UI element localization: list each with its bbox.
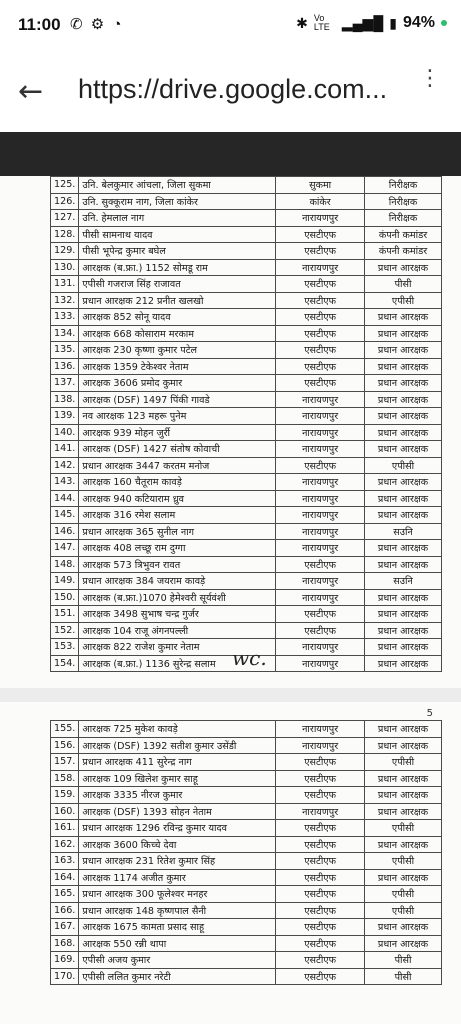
place-cell: नारायणपुर <box>276 573 365 590</box>
rank-cell: एपीसी <box>365 820 442 837</box>
rank-cell: एपीसी <box>365 853 442 870</box>
table-row <box>51 210 442 227</box>
place-cell: एसटीएफ <box>276 770 365 787</box>
serial-cell: 140. <box>51 424 79 441</box>
serial-cell: 126. <box>51 193 79 210</box>
place-cell: नारायणपुर <box>276 210 365 227</box>
rank-cell: प्रधान आरक्षक <box>365 935 442 952</box>
place-cell: एसटीएफ <box>276 622 365 639</box>
place-cell: एसटीएफ <box>276 606 365 623</box>
rank-cell: एपीसी <box>365 457 442 474</box>
place-cell: नारायणपुर <box>276 391 365 408</box>
rank-cell: प्रधान आरक्षक <box>365 309 442 326</box>
name-cell: प्रधान आरक्षक 231 रितेश कुमार सिंह <box>79 853 276 870</box>
table-row <box>51 803 442 820</box>
table-row <box>51 754 442 771</box>
place-cell: एसटीएफ <box>276 820 365 837</box>
battery-level: 94% <box>402 14 435 31</box>
name-cell: आरक्षक 3335 नीरज कुमार <box>79 787 276 804</box>
status-time: 11:00 <box>18 15 61 34</box>
table-row <box>51 276 442 293</box>
serial-cell: 150. <box>51 589 79 606</box>
rank-cell: प्रधान आरक्षक <box>365 721 442 738</box>
settings-icon: ⚙ <box>90 16 107 33</box>
serial-cell: 148. <box>51 556 79 573</box>
place-cell: एसटीएफ <box>276 836 365 853</box>
table-row <box>51 441 442 458</box>
name-cell: आरक्षक 408 लच्छू राम दुग्गा <box>79 540 276 557</box>
serial-cell: 165. <box>51 886 79 903</box>
notification-icons <box>70 15 123 33</box>
place-cell: एसटीएफ <box>276 952 365 969</box>
place-cell: एसटीएफ <box>276 325 365 342</box>
name-cell: आरक्षक (DSF) 1392 सतीश कुमार उसेंडी <box>79 737 276 754</box>
url-text[interactable]: https://drive.google.com... <box>78 74 388 104</box>
name-cell: उनि. बेलकुमार आंचला, जिला सुकमा <box>79 177 276 194</box>
serial-cell: 149. <box>51 573 79 590</box>
battery-icon: ▮ <box>389 14 397 31</box>
place-cell: एसटीएफ <box>276 886 365 903</box>
table-row <box>51 919 442 936</box>
table-row <box>51 259 442 276</box>
serial-cell: 134. <box>51 325 79 342</box>
serial-cell: 167. <box>51 919 79 936</box>
place-cell: एसटीएफ <box>276 556 365 573</box>
name-cell: आरक्षक 109 खिलेश कुमार साहू <box>79 770 276 787</box>
document-page <box>0 176 461 688</box>
place-cell: एसटीएफ <box>276 358 365 375</box>
page-number: 5 <box>426 708 433 719</box>
document-page <box>0 702 461 1024</box>
serial-cell: 166. <box>51 902 79 919</box>
name-cell: आरक्षक 1675 कामता प्रसाद साहू <box>79 919 276 936</box>
place-cell: कांकेर <box>276 193 365 210</box>
serial-cell: 159. <box>51 787 79 804</box>
name-cell: उनि. हेमलाल नाग <box>79 210 276 227</box>
place-cell: एसटीएफ <box>276 226 365 243</box>
name-cell: एपीसी गजराज सिंह राजावत <box>79 276 276 293</box>
name-cell: आरक्षक 550 रन्नी थापा <box>79 935 276 952</box>
place-cell: नारायणपुर <box>276 589 365 606</box>
rank-cell: पीसी <box>365 952 442 969</box>
rank-cell: निरीक्षक <box>365 210 442 227</box>
volte-icon: Vo LTE <box>313 13 330 32</box>
table-row <box>51 243 442 260</box>
place-cell: एसटीएफ <box>276 309 365 326</box>
place-cell: एसटीएफ <box>276 869 365 886</box>
name-cell: आरक्षक 3600 किच्चे देवा <box>79 836 276 853</box>
name-cell: आरक्षक 573 त्रिभुवन रावत <box>79 556 276 573</box>
name-cell: आरक्षक (ब.फ्रा.) 1152 सोमडू राम <box>79 259 276 276</box>
table-row <box>51 968 442 985</box>
serial-cell: 168. <box>51 935 79 952</box>
rank-cell: प्रधान आरक्षक <box>365 424 442 441</box>
name-cell: आरक्षक (ब.फ्रा.)1070 हेमेश्वरी सूर्यवंशी <box>79 589 276 606</box>
pdf-viewer-header <box>0 132 461 176</box>
rank-cell: एपीसी <box>365 902 442 919</box>
rank-cell: सउनि <box>365 523 442 540</box>
rank-cell: प्रधान आरक्षक <box>365 507 442 524</box>
name-cell: प्रधान आरक्षक 384 जयराम कावड़े <box>79 573 276 590</box>
rank-cell: प्रधान आरक्षक <box>365 325 442 342</box>
name-cell: आरक्षक 1359 टेकेश्वर नेताम <box>79 358 276 375</box>
place-cell: एसटीएफ <box>276 853 365 870</box>
rank-cell: एपीसी <box>365 754 442 771</box>
name-cell: आरक्षक 668 कोसाराम मरकाम <box>79 325 276 342</box>
name-cell: उनि. सुक्कूराम नाग, जिला कांकेर <box>79 193 276 210</box>
rank-cell: प्रधान आरक्षक <box>365 408 442 425</box>
rank-cell: प्रधान आरक्षक <box>365 787 442 804</box>
serial-cell: 164. <box>51 869 79 886</box>
table-row <box>51 622 442 639</box>
serial-cell: 146. <box>51 523 79 540</box>
table-row <box>51 820 442 837</box>
place-cell: नारायणपुर <box>276 523 365 540</box>
table-row <box>51 490 442 507</box>
serial-cell: 161. <box>51 820 79 837</box>
serial-cell: 143. <box>51 474 79 491</box>
serial-cell: 129. <box>51 243 79 260</box>
status-right <box>296 14 447 32</box>
rank-cell: प्रधान आरक्षक <box>365 622 442 639</box>
serial-cell: 135. <box>51 342 79 359</box>
table-row <box>51 292 442 309</box>
name-cell: प्रधान आरक्षक 3447 करतम मनोज <box>79 457 276 474</box>
rank-cell: प्रधान आरक्षक <box>365 639 442 656</box>
serial-cell: 151. <box>51 606 79 623</box>
table-row <box>51 408 442 425</box>
place-cell: नारायणपुर <box>276 490 365 507</box>
name-cell: प्रधान आरक्षक 300 फूलेश्वर मनहर <box>79 886 276 903</box>
place-cell: नारायणपुर <box>276 655 365 672</box>
place-cell: एसटीएफ <box>276 457 365 474</box>
table-row <box>51 540 442 557</box>
serial-cell: 139. <box>51 408 79 425</box>
serial-cell: 144. <box>51 490 79 507</box>
rank-cell: प्रधान आरक्षक <box>365 803 442 820</box>
serial-cell: 170. <box>51 968 79 985</box>
4g-signal-icon: ▂▄▆█ <box>341 14 384 31</box>
serial-cell: 156. <box>51 737 79 754</box>
serial-cell: 130. <box>51 259 79 276</box>
table-row <box>51 474 442 491</box>
table-row <box>51 177 442 194</box>
signature: wc. <box>232 646 267 670</box>
name-cell: आरक्षक (DSF) 1427 संतोष कोवाची <box>79 441 276 458</box>
rank-cell: प्रधान आरक्षक <box>365 919 442 936</box>
table-row <box>51 556 442 573</box>
table-row <box>51 523 442 540</box>
missed-call-icon: ✆ <box>70 16 85 33</box>
table-row <box>51 770 442 787</box>
name-cell: आरक्षक 230 कृष्णा कुमार पटेल <box>79 342 276 359</box>
table-row <box>51 737 442 754</box>
name-cell: आरक्षक 316 रमेश सलाम <box>79 507 276 524</box>
messenger-icon: ◔ <box>112 16 124 33</box>
document-table <box>50 176 442 672</box>
table-row <box>51 721 442 738</box>
name-cell: आरक्षक 940 कटियाराम ध्रुव <box>79 490 276 507</box>
name-cell: आरक्षक (DSF) 1497 पिंकी गावडे <box>79 391 276 408</box>
serial-cell: 125. <box>51 177 79 194</box>
serial-cell: 138. <box>51 391 79 408</box>
page-gap <box>0 688 461 702</box>
place-cell: नारायणपुर <box>276 259 365 276</box>
place-cell: एसटीएफ <box>276 375 365 392</box>
rank-cell: प्रधान आरक्षक <box>365 490 442 507</box>
place-cell: नारायणपुर <box>276 474 365 491</box>
table-row <box>51 869 442 886</box>
table-row <box>51 342 442 359</box>
rank-cell: एपीसी <box>365 886 442 903</box>
serial-cell: 145. <box>51 507 79 524</box>
name-cell: प्रधान आरक्षक 212 प्रनीत खलखो <box>79 292 276 309</box>
serial-cell: 163. <box>51 853 79 870</box>
place-cell: एसटीएफ <box>276 754 365 771</box>
place-cell: एसटीएफ <box>276 243 365 260</box>
name-cell: प्रधान आरक्षक 411 सुरेन्द्र नाग <box>79 754 276 771</box>
serial-cell: 154. <box>51 655 79 672</box>
place-cell: एसटीएफ <box>276 787 365 804</box>
serial-cell: 132. <box>51 292 79 309</box>
serial-cell: 155. <box>51 721 79 738</box>
place-cell: सुकमा <box>276 177 365 194</box>
rank-cell: प्रधान आरक्षक <box>365 770 442 787</box>
table-row <box>51 325 442 342</box>
table-row <box>51 935 442 952</box>
rank-cell: पीसी <box>365 968 442 985</box>
place-cell: नारायणपुर <box>276 408 365 425</box>
name-cell: आरक्षक 822 राजेश कुमार नेताम <box>79 639 276 656</box>
rank-cell: कंपनी कमांडर <box>365 243 442 260</box>
name-cell: आरक्षक (DSF) 1393 सोहन नेताम <box>79 803 276 820</box>
name-cell: पीसी सामनाथ यादव <box>79 226 276 243</box>
table-row <box>51 507 442 524</box>
place-cell: नारायणपुर <box>276 540 365 557</box>
serial-cell: 127. <box>51 210 79 227</box>
serial-cell: 142. <box>51 457 79 474</box>
place-cell: एसटीएफ <box>276 935 365 952</box>
table-row <box>51 193 442 210</box>
place-cell: नारायणपुर <box>276 803 365 820</box>
name-cell: आरक्षक 3498 सुभाष चन्द्र गुर्जर <box>79 606 276 623</box>
table-row <box>51 309 442 326</box>
rank-cell: निरीक्षक <box>365 193 442 210</box>
serial-cell: 160. <box>51 803 79 820</box>
table-row <box>51 391 442 408</box>
privacy-dot-icon <box>441 20 447 26</box>
table-row <box>51 836 442 853</box>
name-cell: प्रधान आरक्षक 365 सुनील नाग <box>79 523 276 540</box>
rank-cell: प्रधान आरक्षक <box>365 391 442 408</box>
rank-cell: प्रधान आरक्षक <box>365 836 442 853</box>
browser-toolbar <box>0 52 461 132</box>
name-cell: आरक्षक 939 मोहन जुर्री <box>79 424 276 441</box>
name-cell: आरक्षक 3606 प्रमोद कुमार <box>79 375 276 392</box>
serial-cell: 169. <box>51 952 79 969</box>
rank-cell: प्रधान आरक्षक <box>365 358 442 375</box>
rank-cell: प्रधान आरक्षक <box>365 606 442 623</box>
rank-cell: प्रधान आरक्षक <box>365 589 442 606</box>
rank-cell: पीसी <box>365 276 442 293</box>
status-bar <box>0 0 461 52</box>
rank-cell: सउनि <box>365 573 442 590</box>
rank-cell: प्रधान आरक्षक <box>365 869 442 886</box>
serial-cell: 157. <box>51 754 79 771</box>
rank-cell: एपीसी <box>365 292 442 309</box>
serial-cell: 131. <box>51 276 79 293</box>
table-row <box>51 589 442 606</box>
back-arrow-icon[interactable]: ← <box>18 74 44 109</box>
rank-cell: प्रधान आरक्षक <box>365 737 442 754</box>
place-cell: एसटीएफ <box>276 342 365 359</box>
place-cell: नारायणपुर <box>276 441 365 458</box>
rank-cell: प्रधान आरक्षक <box>365 441 442 458</box>
place-cell: एसटीएफ <box>276 968 365 985</box>
rank-cell: प्रधान आरक्षक <box>365 540 442 557</box>
table-row <box>51 424 442 441</box>
table-row <box>51 952 442 969</box>
place-cell: एसटीएफ <box>276 919 365 936</box>
serial-cell: 153. <box>51 639 79 656</box>
place-cell: नारायणपुर <box>276 721 365 738</box>
table-row <box>51 226 442 243</box>
name-cell: आरक्षक 160 चैतूराम कावड़े <box>79 474 276 491</box>
rank-cell: प्रधान आरक्षक <box>365 342 442 359</box>
rank-cell: प्रधान आरक्षक <box>365 259 442 276</box>
place-cell: नारायणपुर <box>276 424 365 441</box>
place-cell: नारायणपुर <box>276 507 365 524</box>
serial-cell: 141. <box>51 441 79 458</box>
table-row <box>51 358 442 375</box>
table-row <box>51 375 442 392</box>
table-row <box>51 573 442 590</box>
serial-cell: 158. <box>51 770 79 787</box>
name-cell: आरक्षक 852 सोनू यादव <box>79 309 276 326</box>
document-table <box>50 720 442 985</box>
name-cell: आरक्षक (ब.फ्रा.) 1136 सुरेन्द्र सलाम <box>79 655 276 672</box>
name-cell: आरक्षक 1174 अजीत कुमार <box>79 869 276 886</box>
place-cell: एसटीएफ <box>276 902 365 919</box>
rank-cell: प्रधान आरक्षक <box>365 556 442 573</box>
place-cell: नारायणपुर <box>276 639 365 656</box>
bluetooth-icon: ✱ <box>296 14 308 31</box>
serial-cell: 162. <box>51 836 79 853</box>
serial-cell: 136. <box>51 358 79 375</box>
name-cell: प्रधान आरक्षक 148 कृष्णपाल सैनी <box>79 902 276 919</box>
serial-cell: 128. <box>51 226 79 243</box>
serial-cell: 137. <box>51 375 79 392</box>
rank-cell: प्रधान आरक्षक <box>365 655 442 672</box>
table-row <box>51 606 442 623</box>
place-cell: एसटीएफ <box>276 276 365 293</box>
name-cell: नव आरक्षक 123 महरू पुनेम <box>79 408 276 425</box>
table-row <box>51 902 442 919</box>
serial-cell: 133. <box>51 309 79 326</box>
rank-cell: प्रधान आरक्षक <box>365 474 442 491</box>
more-vert-icon[interactable]: ⋮ <box>419 66 441 91</box>
rank-cell: निरीक्षक <box>365 177 442 194</box>
serial-cell: 147. <box>51 540 79 557</box>
place-cell: एसटीएफ <box>276 292 365 309</box>
name-cell: एपीसी अजय कुमार <box>79 952 276 969</box>
name-cell: आरक्षक 104 राजू अंगनपल्ली <box>79 622 276 639</box>
name-cell: प्रधान आरक्षक 1296 रविन्द्र कुमार यादव <box>79 820 276 837</box>
rank-cell: कंपनी कमांडर <box>365 226 442 243</box>
table-row <box>51 853 442 870</box>
place-cell: नारायणपुर <box>276 737 365 754</box>
name-cell: एपीसी ललित कुमार नरेटी <box>79 968 276 985</box>
name-cell: पीसी भूपेन्द्र कुमार बघेल <box>79 243 276 260</box>
serial-cell: 152. <box>51 622 79 639</box>
rank-cell: प्रधान आरक्षक <box>365 375 442 392</box>
table-row <box>51 787 442 804</box>
name-cell: आरक्षक 725 मुकेश कावड़े <box>79 721 276 738</box>
table-row <box>51 457 442 474</box>
table-row <box>51 886 442 903</box>
